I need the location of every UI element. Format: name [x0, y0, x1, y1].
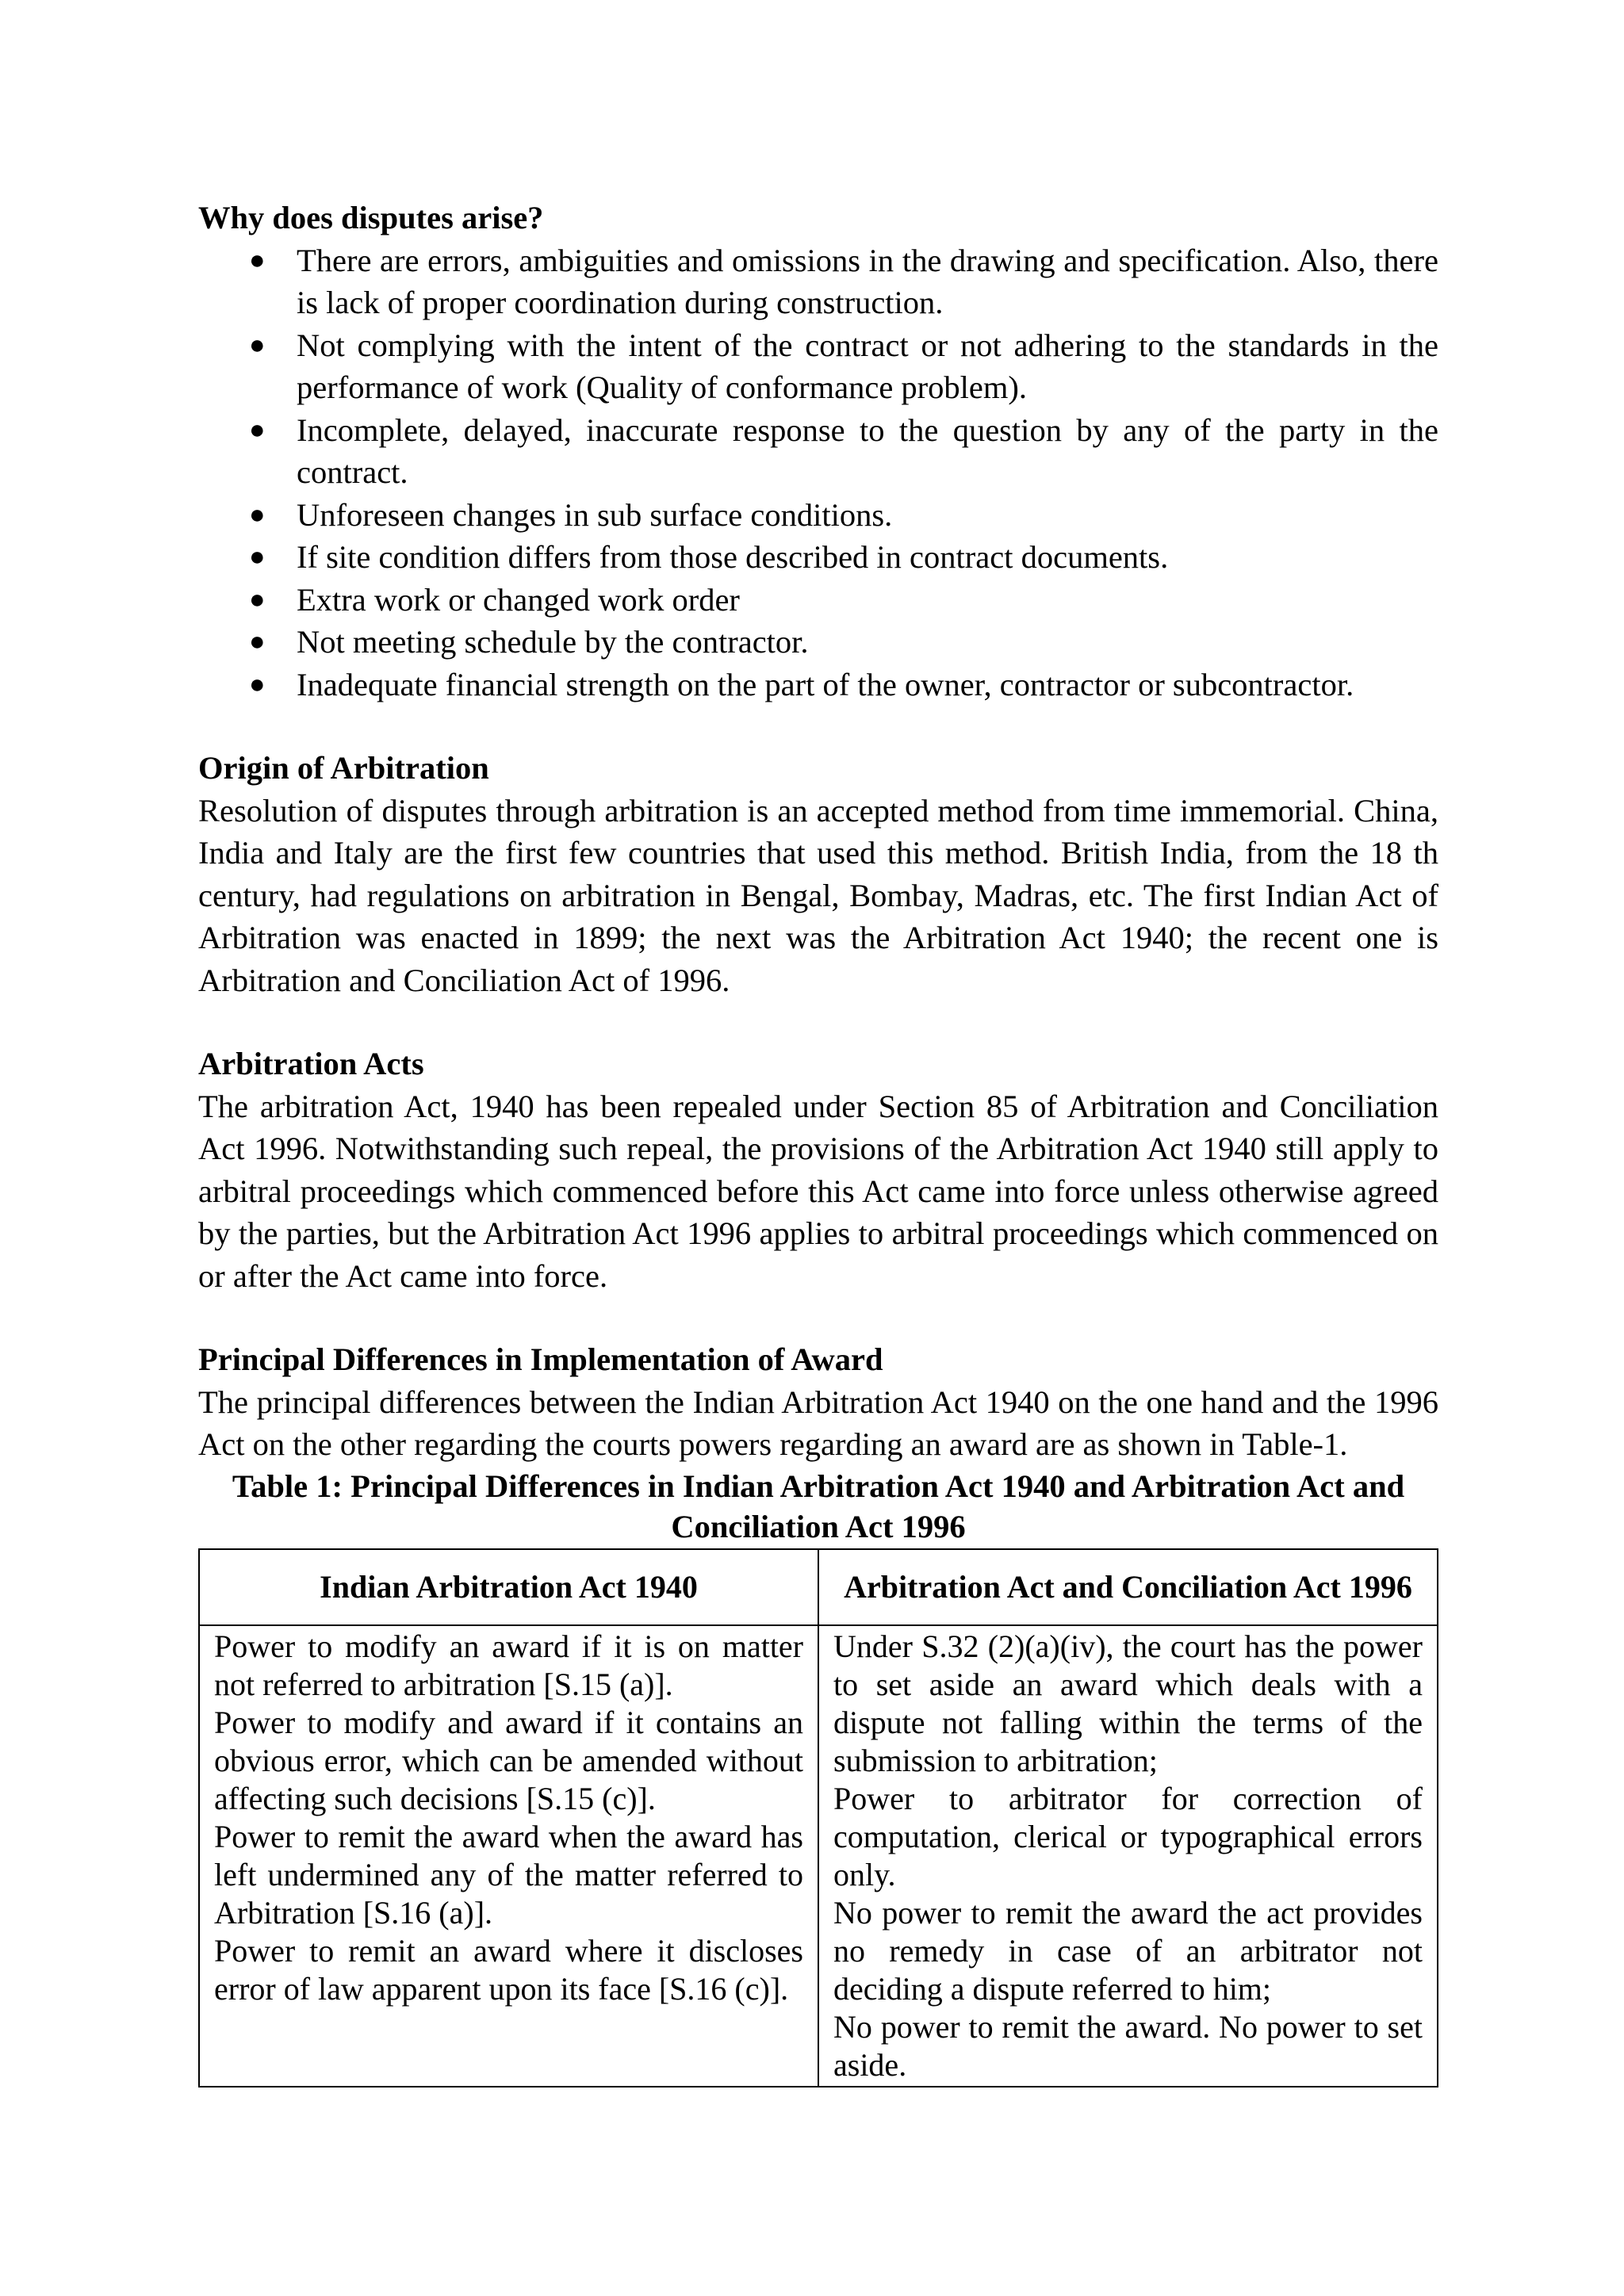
table-cell-1996	[818, 1625, 1438, 2087]
cell-line: Power to modify an award if it is on matter not referred to arbitration [S.15 (a)].	[214, 1628, 803, 1702]
disputes-bullet-list	[198, 239, 1438, 706]
section-heading-disputes: Why does disputes arise?	[198, 200, 544, 235]
table-cell-1940	[199, 1625, 818, 2087]
list-item: ● Incomplete, delayed, inaccurate response to the question by any of the party in the contract.	[297, 409, 1438, 494]
bullet-icon: ●	[249, 584, 266, 614]
section-heading-origin: Origin of Arbitration	[198, 750, 489, 786]
table-caption: Table 1: Principal Differences in Indian Arbitration Act 1940 and Arbitration Act and Conciliation Act 1996	[232, 1468, 1405, 1544]
cell-line: Power to remit the award when the award has left undermined any of the matter referred to Arbitration [S.16 (a)].	[214, 1818, 803, 1931]
list-item: ● Not complying with the intent of the contract or not adhering to the standards in the performance of work (Quality of conformance problem).	[297, 324, 1438, 409]
section-heading-differences: Principal Differences in Implementation of Award	[198, 1341, 883, 1377]
cell-line: Power to modify and award if it contains an obvious error, which can be amended without affecting such decisions [S.15 (c)].	[214, 1704, 803, 1816]
bullet-icon: ●	[249, 245, 266, 275]
comparison-table	[198, 1548, 1438, 2087]
section-heading-acts: Arbitration Acts	[198, 1046, 424, 1081]
table-row	[199, 1625, 1438, 2087]
bullet-icon: ●	[249, 627, 266, 656]
list-item: ● Not meeting schedule by the contractor.	[297, 621, 1438, 664]
origin-paragraph: Resolution of disputes through arbitration is an accepted method from time immemorial. China, India and Italy are the first few countries that used this method. British India, from the 18 th century, had regulations on arbitration in Bengal, Bombay, Madras, etc. The first Indian Act of Arbitration was enacted in 1899; the next was the Arbitration Act 1940; the recent one is Arbitration and Conciliation Act of 1996.	[198, 792, 1438, 998]
cell-line: Power to remit an award where it discloses error of law apparent upon its face [S.16 (c)].	[214, 1932, 803, 2007]
bullet-icon: ●	[249, 415, 266, 445]
list-item: ● If site condition differs from those described in contract documents.	[297, 536, 1438, 579]
differences-paragraph: The principal differences between the Indian Arbitration Act 1940 on the one hand and the 1996 Act on the other regarding the courts powers regarding an award are as shown in Table-1.	[198, 1383, 1438, 1462]
bullet-icon: ●	[249, 542, 266, 572]
column-header-1940: Indian Arbitration Act 1940	[199, 1549, 818, 1625]
cell-line: Under S.32 (2)(a)(iv), the court has the power to set aside an award which deals with a dispute not falling within the terms of the submission to arbitration;	[833, 1628, 1423, 1778]
column-header-1996: Arbitration Act and Conciliation Act 1996	[818, 1549, 1438, 1625]
bullet-icon: ●	[249, 499, 266, 530]
list-item: ● Unforeseen changes in sub surface conditions.	[297, 494, 1438, 537]
bullet-icon: ●	[249, 330, 266, 360]
cell-line: Power to arbitrator for correction of computation, clerical or typographical errors only.	[833, 1780, 1423, 1892]
section-spacer	[198, 1001, 1438, 1043]
bullet-icon: ●	[249, 669, 266, 699]
list-item: ● Extra work or changed work order	[297, 579, 1438, 622]
acts-paragraph: The arbitration Act, 1940 has been repealed under Section 85 of Arbitration and Conciliation Act 1996. Notwithstanding such repeal, the provisions of the Arbitration Act 1940 still apply to arbitral proceedings which commenced before this Act came into force unless otherwise agreed by the parties, but the Arbitration Act 1996 applies to arbitral proceedings which commenced on or after the Act came into force.	[198, 1088, 1438, 1294]
table-header-row	[199, 1549, 1438, 1625]
section-spacer	[198, 1297, 1438, 1338]
cell-line: No power to remit the award the act provides no remedy in case of an arbitrator not deciding a dispute referred to him;	[833, 1894, 1423, 2007]
document-page	[198, 197, 1438, 2087]
list-item: ● There are errors, ambiguities and omissions in the drawing and specification. Also, there is lack of proper coordination during construction.	[297, 239, 1438, 324]
cell-line: No power to remit the award. No power to set aside.	[833, 2008, 1423, 2083]
section-spacer	[198, 706, 1438, 747]
list-item: ● Inadequate financial strength on the part of the owner, contractor or subcontractor.	[297, 664, 1438, 706]
